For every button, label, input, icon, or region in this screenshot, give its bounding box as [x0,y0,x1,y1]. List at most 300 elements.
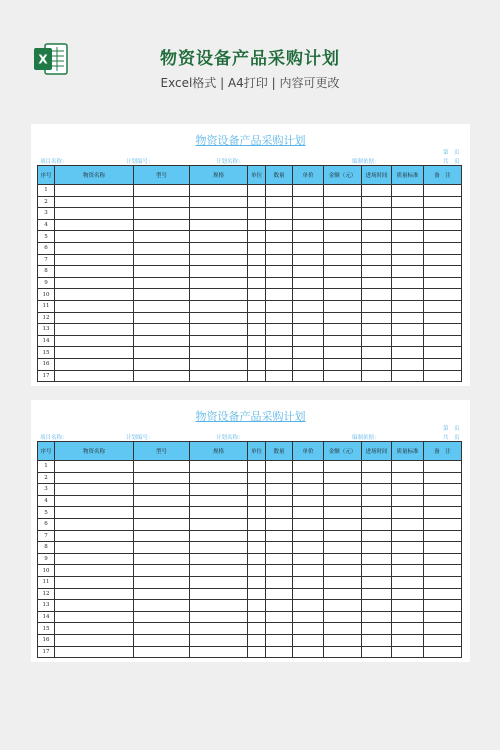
table-cell [266,495,293,507]
table-cell [248,219,266,231]
table-cell [190,507,248,519]
table-cell [134,219,190,231]
table-cell [55,472,134,484]
table-cell [55,576,134,588]
table-cell [190,312,248,324]
table-cell [248,185,266,197]
table-row [38,611,462,623]
plan-name-label: 计划名称： [216,159,244,165]
table-cell [293,646,324,658]
table-cell [55,242,134,254]
table-cell [134,277,190,289]
table-cell [55,231,134,243]
table-cell [362,312,392,324]
table-row [38,634,462,646]
project-name-label: 项目名称： [40,159,68,165]
table-cell [424,565,462,577]
table-cell [266,231,293,243]
table-cell [55,507,134,519]
row-number: 14 [38,611,55,623]
table-cell [424,347,462,359]
table-row [38,588,462,600]
table-cell [293,300,324,312]
column-header: 进场时间 [362,442,392,461]
column-header: 型号 [134,166,190,185]
table-cell [324,254,362,266]
table-cell [392,565,424,577]
table-cell [190,335,248,347]
table-cell [248,196,266,208]
table-cell [190,646,248,658]
table-cell [248,518,266,530]
table-cell [55,461,134,473]
column-header: 备 注 [424,442,462,461]
table-cell [190,277,248,289]
table-cell [266,266,293,278]
table-cell [293,507,324,519]
table-cell [134,634,190,646]
table-cell [324,208,362,220]
table-cell [55,553,134,565]
table-cell [248,472,266,484]
table-cell [55,588,134,600]
table-cell [248,347,266,359]
table-cell [55,208,134,220]
table-cell [293,231,324,243]
table-cell [362,208,392,220]
table-cell [392,219,424,231]
table-cell [424,324,462,336]
table-cell [424,461,462,473]
table-cell [248,277,266,289]
table-cell [248,495,266,507]
table-cell [362,576,392,588]
table-cell [293,495,324,507]
table-cell [266,347,293,359]
table-cell [134,347,190,359]
table-cell [362,518,392,530]
table-cell [324,266,362,278]
table-cell [424,300,462,312]
table-cell [362,634,392,646]
table-cell [293,576,324,588]
table-cell [55,600,134,612]
table-cell [190,611,248,623]
table-cell [134,266,190,278]
table-cell [134,300,190,312]
table-cell [190,266,248,278]
table-cell [293,185,324,197]
table-cell [248,358,266,370]
table-cell [248,542,266,554]
table-cell [134,484,190,496]
table-cell [266,277,293,289]
table-cell [134,623,190,635]
table-cell [392,600,424,612]
table-cell [248,600,266,612]
table-row [38,266,462,278]
table-cell [362,542,392,554]
table-cell [424,530,462,542]
table-cell [134,646,190,658]
table-cell [55,565,134,577]
table-cell [134,231,190,243]
table-cell [362,300,392,312]
table-cell [424,646,462,658]
table-cell [324,600,362,612]
table-cell [362,231,392,243]
table-cell [134,185,190,197]
table-cell [424,600,462,612]
table-cell [324,196,362,208]
table-cell [266,242,293,254]
table-cell [190,495,248,507]
table-cell [392,300,424,312]
table-cell [362,507,392,519]
table-cell [55,495,134,507]
row-number: 17 [38,646,55,658]
table-cell [55,611,134,623]
table-cell [134,542,190,554]
table-cell [392,277,424,289]
table-cell [362,266,392,278]
row-number: 16 [38,634,55,646]
table-cell [266,542,293,554]
table-cell [55,266,134,278]
table-cell [55,185,134,197]
column-header: 单价 [293,442,324,461]
column-header: 物资名称 [55,166,134,185]
column-header: 物资名称 [55,442,134,461]
row-number: 14 [38,335,55,347]
table-cell [392,185,424,197]
table-cell [266,219,293,231]
table-cell [293,208,324,220]
table-cell [55,300,134,312]
row-number: 5 [38,231,55,243]
table-cell [424,219,462,231]
table-cell [293,611,324,623]
table-cell [55,530,134,542]
row-number: 1 [38,185,55,197]
table-cell [134,495,190,507]
table-cell [324,312,362,324]
table-cell [248,254,266,266]
table-cell [293,518,324,530]
table-cell [392,335,424,347]
row-number: 5 [38,507,55,519]
table-cell [324,565,362,577]
sheet-preview-2 [31,400,470,662]
table-cell [134,208,190,220]
table-cell [293,266,324,278]
row-number: 8 [38,266,55,278]
table-cell [55,634,134,646]
table-cell [293,600,324,612]
table-cell [392,370,424,382]
table-cell [190,623,248,635]
table-cell [362,484,392,496]
table-cell [266,370,293,382]
plan-number-label: 计划编号： [126,435,154,441]
table-cell [293,530,324,542]
table-cell [424,611,462,623]
row-number: 1 [38,461,55,473]
table-cell [424,588,462,600]
column-header: 金额（元） [324,442,362,461]
table-cell [190,208,248,220]
table-cell [362,289,392,301]
table-cell [248,335,266,347]
row-number: 7 [38,530,55,542]
table-cell [55,196,134,208]
table-cell [362,196,392,208]
table-cell [248,461,266,473]
table-cell [248,300,266,312]
column-header: 序号 [38,442,55,461]
column-header: 质量标准 [392,166,424,185]
table-cell [134,588,190,600]
row-number: 17 [38,370,55,382]
table-cell [293,634,324,646]
table-cell [324,588,362,600]
table-cell [293,335,324,347]
table-cell [424,254,462,266]
table-cell [362,335,392,347]
table-cell [266,623,293,635]
table-cell [190,565,248,577]
table-cell [134,472,190,484]
table-cell [392,358,424,370]
table-cell [293,484,324,496]
table-cell [55,324,134,336]
row-number: 8 [38,542,55,554]
row-number: 13 [38,600,55,612]
table-cell [190,634,248,646]
table-row [38,518,462,530]
table-cell [266,611,293,623]
row-number: 6 [38,242,55,254]
table-row [38,312,462,324]
table-cell [293,277,324,289]
table-cell [324,185,362,197]
table-cell [424,266,462,278]
table-cell [324,484,362,496]
table-cell [324,358,362,370]
table-cell [55,646,134,658]
table-cell [266,185,293,197]
table-cell [266,530,293,542]
table-cell [134,254,190,266]
table-cell [424,277,462,289]
table-cell [134,312,190,324]
table-cell [190,324,248,336]
row-number: 11 [38,300,55,312]
table-cell [266,588,293,600]
table-cell [362,565,392,577]
table-row [38,507,462,519]
table-cell [362,472,392,484]
table-cell [392,266,424,278]
table-cell [190,600,248,612]
table-cell [362,358,392,370]
table-cell [190,300,248,312]
table-cell [190,530,248,542]
column-header: 进场时间 [362,166,392,185]
table-cell [324,289,362,301]
table-cell [266,553,293,565]
table-cell [134,324,190,336]
table-cell [392,576,424,588]
table-cell [134,518,190,530]
row-number: 15 [38,623,55,635]
table-cell [392,634,424,646]
purchase-table [37,165,462,382]
table-cell [362,600,392,612]
table-cell [392,231,424,243]
table-cell [134,530,190,542]
table-cell [392,196,424,208]
table-cell [362,277,392,289]
table-cell [266,461,293,473]
table-cell [362,347,392,359]
page-title: 物资设备产品采购计划 [160,49,340,69]
table-cell [55,358,134,370]
table-cell [392,518,424,530]
table-cell [190,231,248,243]
table-cell [248,646,266,658]
table-cell [266,208,293,220]
table-row [38,324,462,336]
table-cell [324,576,362,588]
table-cell [190,358,248,370]
plan-name-label: 计划名称： [216,435,244,441]
table-cell [324,507,362,519]
table-cell [324,219,362,231]
table-cell [392,347,424,359]
table-cell [362,254,392,266]
table-cell [392,208,424,220]
table-cell [324,347,362,359]
column-header: 规格 [190,166,248,185]
table-cell [190,196,248,208]
column-header: 单位 [248,442,266,461]
table-cell [248,507,266,519]
svg-text:X: X [38,52,48,67]
table-cell [424,231,462,243]
table-cell [190,347,248,359]
table-row [38,461,462,473]
table-cell [266,358,293,370]
table-cell [324,542,362,554]
table-cell [362,553,392,565]
table-cell [248,324,266,336]
table-cell [190,472,248,484]
table-cell [248,208,266,220]
table-cell [266,565,293,577]
table-cell [424,289,462,301]
sheet-preview-1 [31,124,470,386]
table-cell [266,576,293,588]
table-cell [190,289,248,301]
table-cell [266,300,293,312]
table-cell [190,242,248,254]
table-cell [190,461,248,473]
row-number: 13 [38,324,55,336]
table-cell [134,565,190,577]
table-cell [424,634,462,646]
row-number: 4 [38,219,55,231]
table-cell [293,542,324,554]
table-cell [134,611,190,623]
sheet-title: 物资设备产品采购计划 [195,410,306,423]
row-number: 16 [38,358,55,370]
table-row [38,623,462,635]
table-cell [248,484,266,496]
table-cell [293,588,324,600]
table-cell [362,242,392,254]
table-cell [362,530,392,542]
column-header: 规格 [190,442,248,461]
table-cell [248,530,266,542]
row-number: 4 [38,495,55,507]
table-cell [55,219,134,231]
table-cell [55,277,134,289]
table-cell [293,565,324,577]
table-cell [424,518,462,530]
row-number: 9 [38,277,55,289]
table-cell [392,254,424,266]
table-cell [248,266,266,278]
table-cell [248,370,266,382]
column-header: 质量标准 [392,442,424,461]
column-header: 单价 [293,166,324,185]
table-cell [424,335,462,347]
table-cell [134,370,190,382]
table-row [38,185,462,197]
table-cell [424,196,462,208]
table-row [38,370,462,382]
table-cell [362,219,392,231]
table-cell [248,623,266,635]
table-cell [266,312,293,324]
table-cell [324,370,362,382]
page-number-label: 第 页 [443,426,460,432]
table-cell [324,231,362,243]
table-cell [392,646,424,658]
table-header-row [38,442,462,461]
table-cell [190,370,248,382]
table-row [38,646,462,658]
table-cell [55,312,134,324]
table-cell [266,196,293,208]
table-cell [248,565,266,577]
table-row [38,484,462,496]
table-cell [55,335,134,347]
row-number: 12 [38,588,55,600]
column-header: 单位 [248,166,266,185]
table-header-row [38,166,462,185]
table-cell [362,611,392,623]
table-cell [248,242,266,254]
table-cell [248,634,266,646]
table-cell [362,495,392,507]
column-header: 序号 [38,166,55,185]
row-number: 9 [38,553,55,565]
row-number: 2 [38,472,55,484]
table-row [38,208,462,220]
table-cell [424,542,462,554]
